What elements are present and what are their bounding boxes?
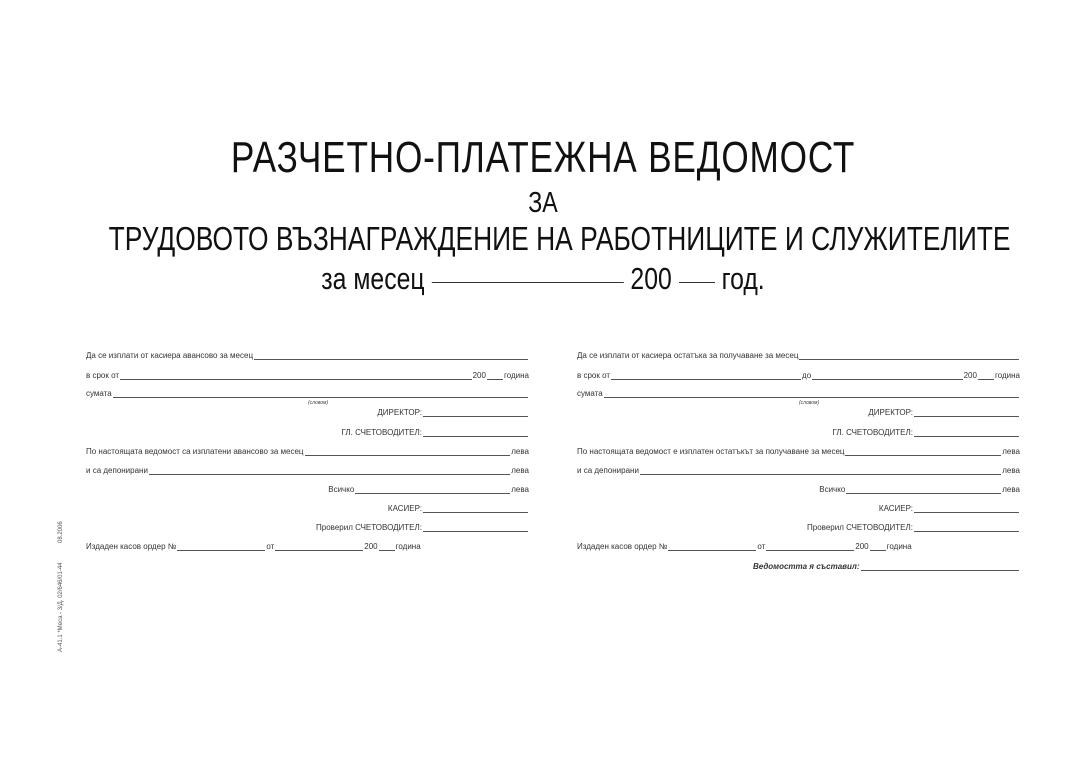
- print-date: 08.2006: [58, 521, 64, 543]
- chief-accountant-label: ГЛ. СЧЕТОВОДИТЕЛ:: [832, 428, 913, 437]
- order-row: [86, 541, 529, 553]
- director-row: [86, 407, 529, 419]
- order-from: от: [757, 542, 766, 551]
- deposited-leva: лева: [1002, 466, 1020, 475]
- chief-accountant-signature[interactable]: [914, 428, 1019, 437]
- deposited-label: и са депонирани: [577, 466, 639, 475]
- amount-label: сумата: [577, 389, 603, 398]
- deadline-year-blank[interactable]: [487, 371, 503, 380]
- order-number-blank[interactable]: [668, 542, 756, 551]
- checked-label: Проверил СЧЕТОВОДИТЕЛ:: [316, 523, 422, 532]
- deadline-from-blank[interactable]: [611, 371, 801, 380]
- chief-accountant-label: ГЛ. СЧЕТОВОДИТЕЛ:: [341, 428, 422, 437]
- paid-row: [577, 446, 1020, 458]
- amount-blank[interactable]: [113, 389, 528, 398]
- order-year-prefix: 200: [855, 542, 869, 551]
- director-row: [577, 407, 1020, 419]
- deadline-year-suffix: година: [503, 371, 529, 380]
- remainder-label: Да се изплати от касиера остатъка за получаване за месец: [577, 351, 799, 360]
- cashier-row: [86, 503, 529, 515]
- paid-label: По настоящата ведомост са изплатени авансово за месец: [86, 447, 304, 456]
- order-from: от: [266, 542, 275, 551]
- paid-label: По настоящата ведомост е изплатен остатъкът за получаване за месец: [577, 447, 845, 456]
- deadline-row: [577, 370, 1020, 382]
- total-blank[interactable]: [355, 485, 510, 494]
- director-label: ДИРЕКТОР:: [377, 408, 422, 417]
- order-label: Издаден касов ордер №: [577, 542, 668, 551]
- total-row: [577, 484, 1020, 496]
- order-label: Издаден касов ордер №: [86, 542, 177, 551]
- deposited-row: [577, 465, 1020, 477]
- deadline-until: до: [802, 371, 812, 380]
- month-line: [109, 260, 978, 298]
- checked-signature[interactable]: [423, 523, 528, 532]
- total-label: Всичко: [328, 485, 355, 494]
- order-date-blank[interactable]: [766, 542, 854, 551]
- remainder-row: [577, 350, 1020, 362]
- paid-row: [86, 446, 529, 458]
- director-label: ДИРЕКТОР:: [868, 408, 913, 417]
- amount-row: [86, 388, 529, 400]
- chief-accountant-signature[interactable]: [423, 428, 528, 437]
- checked-label: Проверил СЧЕТОВОДИТЕЛ:: [807, 523, 913, 532]
- chief-accountant-row: [86, 427, 529, 439]
- words-note: (словом): [308, 400, 329, 406]
- order-year-prefix: 200: [364, 542, 378, 551]
- total-leva: лева: [511, 485, 529, 494]
- deposited-label: и са депонирани: [86, 466, 148, 475]
- year-blank[interactable]: [679, 282, 715, 283]
- paid-blank[interactable]: [845, 447, 1001, 456]
- month-blank[interactable]: [432, 282, 624, 283]
- advance-month-blank[interactable]: [254, 351, 528, 360]
- deadline-year-prefix: 200: [963, 371, 977, 380]
- checked-signature[interactable]: [914, 523, 1019, 532]
- form-code: А-41.1 *Меса - 3/Д. 02/646/01-44: [58, 562, 64, 652]
- order-year-blank[interactable]: [870, 542, 886, 551]
- deposited-leva: лева: [511, 466, 529, 475]
- deadline-year-prefix: 200: [472, 371, 486, 380]
- amount-blank[interactable]: [604, 389, 1019, 398]
- cashier-signature[interactable]: [423, 504, 528, 513]
- total-blank[interactable]: [846, 485, 1001, 494]
- compiled-by-label: Ведомостта я съставил:: [753, 562, 860, 571]
- deposited-row: [86, 465, 529, 477]
- chief-accountant-row: [577, 427, 1020, 439]
- deadline-label: в срок от: [86, 371, 120, 380]
- cashier-label: КАСИЕР:: [387, 504, 422, 513]
- deposited-blank[interactable]: [640, 466, 1001, 475]
- remainder-month-blank[interactable]: [799, 351, 1019, 360]
- total-row: [86, 484, 529, 496]
- compiled-by-signature[interactable]: [861, 562, 1019, 571]
- year-prefix: 200: [630, 261, 672, 296]
- deadline-until-blank[interactable]: [812, 371, 962, 380]
- paid-leva: лева: [1002, 447, 1020, 456]
- cashier-label: КАСИЕР:: [878, 504, 913, 513]
- total-label: Всичко: [819, 485, 846, 494]
- checked-row: [86, 522, 529, 534]
- order-year-suffix: година: [395, 542, 421, 551]
- director-signature[interactable]: [914, 408, 1019, 417]
- amount-row: [577, 388, 1020, 400]
- form-subtitle: ТРУДОВОТО ВЪЗНАГРАЖДЕНИЕ НА РАБОТНИЦИТЕ И СЛУЖИТЕЛИТЕ: [108, 220, 1011, 257]
- deadline-label: в срок от: [577, 371, 611, 380]
- month-prefix: за месец: [321, 261, 425, 296]
- form-title: РАЗЧЕТНО-ПЛАТЕЖНА ВЕДОМОСТ: [230, 133, 856, 182]
- director-signature[interactable]: [423, 408, 528, 417]
- cashier-signature[interactable]: [914, 504, 1019, 513]
- order-row: [577, 541, 1020, 553]
- year-suffix: год.: [721, 261, 765, 296]
- cashier-row: [577, 503, 1020, 515]
- deadline-blank[interactable]: [120, 371, 472, 380]
- checked-row: [577, 522, 1020, 534]
- order-year-blank[interactable]: [379, 542, 395, 551]
- order-date-blank[interactable]: [275, 542, 363, 551]
- compiled-by-row: [577, 561, 1020, 573]
- form-title-za: ЗА: [528, 187, 558, 219]
- advance-label: Да се изплати от касиера авансово за месец: [86, 351, 254, 360]
- total-leva: лева: [1002, 485, 1020, 494]
- deadline-year-suffix: година: [994, 371, 1020, 380]
- paid-blank[interactable]: [305, 447, 511, 456]
- deadline-year-blank[interactable]: [978, 371, 994, 380]
- advance-row: [86, 350, 529, 362]
- paid-leva: лева: [511, 447, 529, 456]
- amount-label: сумата: [86, 389, 112, 398]
- words-note: (словом): [799, 400, 820, 406]
- order-year-suffix: година: [886, 542, 912, 551]
- deposited-blank[interactable]: [149, 466, 510, 475]
- order-number-blank[interactable]: [177, 542, 265, 551]
- deadline-row: [86, 370, 529, 382]
